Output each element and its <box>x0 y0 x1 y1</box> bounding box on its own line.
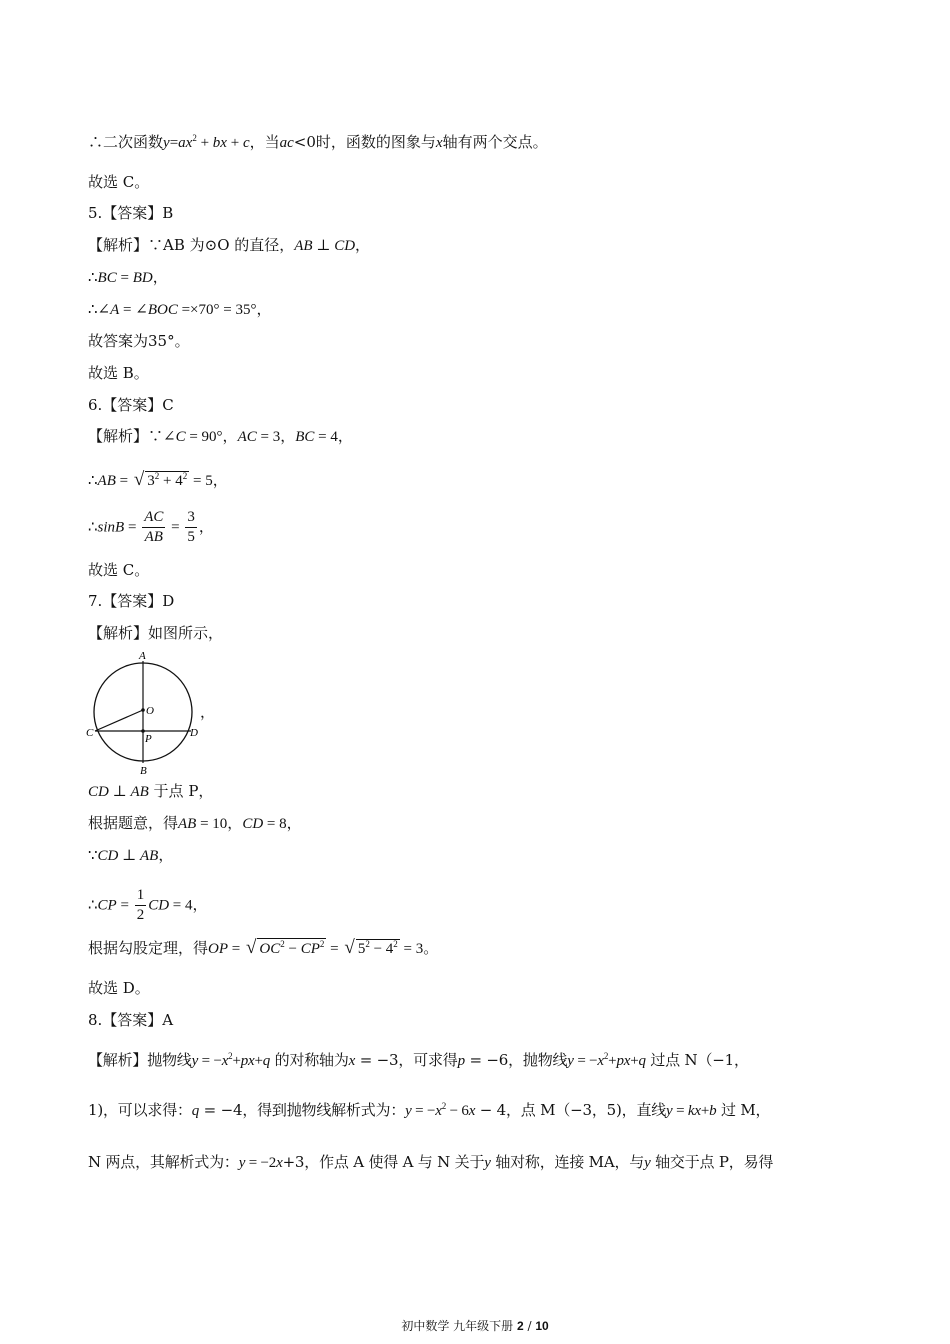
superscript: 2 <box>365 939 370 949</box>
math: q <box>262 1053 271 1069</box>
math: y <box>163 135 170 151</box>
text: ，当 <box>249 133 280 151</box>
text: <0时，函数的图象与 <box>293 133 436 151</box>
math: b <box>709 1103 717 1119</box>
circle-diagram <box>86 650 206 775</box>
text-line <box>88 1050 749 1071</box>
text: = −3，可求得 <box>355 1051 458 1069</box>
text: ⊥ <box>118 848 140 864</box>
page-total: 10 <box>535 1319 549 1333</box>
math: y <box>484 1155 491 1171</box>
math: bx <box>212 135 227 151</box>
text: + <box>630 1053 639 1069</box>
math: sinB <box>97 519 125 536</box>
segment-oc <box>95 710 143 731</box>
text: = <box>116 897 133 914</box>
text: − <box>284 941 301 957</box>
math: kx <box>687 1103 701 1119</box>
math: CD <box>242 816 264 832</box>
math: AB <box>140 848 159 864</box>
math: CD <box>88 784 109 800</box>
text: ⊥ <box>312 238 335 254</box>
text-line <box>88 508 214 547</box>
text: 的对称轴为 <box>270 1051 349 1069</box>
math: y <box>191 1053 199 1069</box>
math: BD <box>132 270 153 286</box>
math: y <box>567 1053 574 1069</box>
text: + <box>254 1053 263 1069</box>
radicand <box>145 471 189 491</box>
math: x <box>435 1103 442 1119</box>
math: CD <box>97 848 119 864</box>
label-c: C <box>86 727 94 739</box>
text: = −2 <box>245 1155 277 1171</box>
text-line: 故选 C。 <box>88 561 150 579</box>
text-line <box>88 470 228 491</box>
text: ∵ <box>88 846 98 864</box>
answer-heading: 6.【答案】C <box>88 396 174 414</box>
text-line: 【解析】如图所示， <box>88 624 224 642</box>
math: x <box>348 1053 356 1069</box>
text: ∴ <box>88 895 98 914</box>
math: p <box>457 1053 465 1069</box>
math: ac <box>279 135 294 151</box>
text: = <box>124 519 141 536</box>
superscript: 2 <box>192 133 197 143</box>
text-line <box>88 938 438 959</box>
denominator: 2 <box>136 907 145 923</box>
math: AB <box>97 473 116 489</box>
text-line: ， <box>200 703 216 721</box>
text: 过点 N（−1， <box>645 1051 749 1069</box>
text-line: 故选 C。 <box>88 173 150 191</box>
math: A <box>110 302 120 318</box>
text: = 90°， <box>185 429 238 445</box>
text: = − <box>573 1053 598 1069</box>
label-p: P <box>145 733 152 745</box>
text-line <box>88 426 353 447</box>
text: 【解析】∵∠ <box>88 427 176 445</box>
superscript: 2 <box>154 471 160 481</box>
text: 【解析】∵AB 为⊙O 的直径， <box>88 236 295 254</box>
radical-sign: √ <box>133 469 145 490</box>
text: ， <box>355 236 371 254</box>
math: x <box>435 135 443 151</box>
text-line <box>88 1100 770 1121</box>
label-d: D <box>190 727 198 739</box>
text: ∴二次函数 <box>88 133 164 151</box>
math: px <box>240 1053 255 1069</box>
label-b: B <box>140 765 147 775</box>
denominator: 5 <box>187 529 195 545</box>
page-number: 2 <box>516 1319 524 1333</box>
text: 5 <box>357 941 366 957</box>
text: 轴对称，连接 MA，与 <box>490 1153 645 1171</box>
radicand <box>356 939 400 959</box>
math: OC <box>259 941 281 957</box>
text-line <box>88 299 271 320</box>
text-line <box>88 886 208 925</box>
text: = −4，得到抛物线解析式为： <box>199 1101 406 1119</box>
text: = <box>326 941 343 957</box>
superscript: 2 <box>441 1101 447 1111</box>
text-line: 故选 D。 <box>88 979 150 997</box>
text: = <box>167 519 184 536</box>
answer-heading: 7.【答案】D <box>88 592 175 610</box>
fraction <box>135 886 147 925</box>
text-line: 故答案为35°。 <box>88 332 190 350</box>
text: = 4， <box>314 429 353 445</box>
text: − 4，点 M（−3，5)，直线 <box>475 1101 667 1119</box>
text: = <box>115 473 132 489</box>
text: = <box>116 270 133 286</box>
math: CP <box>97 897 117 914</box>
point-o <box>141 708 145 712</box>
text: = 8， <box>263 816 302 832</box>
math: CD <box>148 897 170 914</box>
math: x <box>221 1053 229 1069</box>
superscript: 2 <box>603 1051 609 1061</box>
numerator: 3 <box>185 508 197 528</box>
answer-heading: 5.【答案】B <box>88 204 174 222</box>
math: BC <box>97 270 117 286</box>
text: ⊥ <box>108 784 131 800</box>
text-line: 故选 B。 <box>88 364 149 382</box>
superscript: 2 <box>182 471 188 481</box>
math: CD <box>334 238 356 254</box>
text: ， <box>152 268 168 286</box>
text-line <box>88 781 213 802</box>
text: = 3， <box>256 429 296 445</box>
math: y <box>644 1155 651 1171</box>
text: + 4 <box>159 473 183 489</box>
text: =×70° = 35°， <box>177 302 272 318</box>
math: BOC <box>147 302 178 318</box>
text: + <box>226 135 243 151</box>
radicand <box>257 938 326 959</box>
text: ， <box>198 517 214 536</box>
math: px <box>616 1053 631 1069</box>
math: CP <box>300 941 320 957</box>
text: + <box>608 1053 617 1069</box>
text: = <box>228 941 244 957</box>
denominator: AB <box>144 529 163 545</box>
text: 根据勾股定理，得 <box>88 939 209 957</box>
math: x <box>597 1053 604 1069</box>
text: ， <box>158 846 174 864</box>
math: x <box>468 1103 476 1119</box>
text: 1)，可以求得： <box>88 1101 192 1119</box>
numerator: 1 <box>135 886 147 906</box>
text: 根据题意，得 <box>88 814 179 832</box>
math: OP <box>208 941 229 957</box>
text: = 5， <box>189 473 228 489</box>
math: AB <box>130 784 149 800</box>
text: + <box>700 1103 710 1119</box>
math: y <box>405 1103 412 1119</box>
text: ∴∠ <box>88 300 111 318</box>
text: ∴ <box>88 268 98 286</box>
radical-sign: √ <box>344 937 355 958</box>
text: + <box>196 135 213 151</box>
text: = −6，抛物线 <box>464 1051 568 1069</box>
math: C <box>175 429 186 445</box>
text: = 3。 <box>399 941 439 957</box>
text: = 4， <box>169 897 208 914</box>
text: = <box>672 1103 688 1119</box>
text-line <box>88 813 302 834</box>
answer-heading: 8.【答案】A <box>88 1011 174 1029</box>
label-a: A <box>139 650 146 662</box>
text: = − <box>198 1053 222 1069</box>
text: 【解析】抛物线 <box>88 1051 192 1069</box>
text: 轴交于点 P，易得 <box>650 1153 774 1171</box>
text: + <box>232 1053 241 1069</box>
text: − 6 <box>446 1103 469 1119</box>
fraction <box>142 508 165 547</box>
math: x <box>276 1155 283 1171</box>
label-o: O <box>146 705 154 717</box>
superscript: 2 <box>228 1051 233 1061</box>
math: AB <box>178 816 197 832</box>
text: 3 <box>147 473 155 489</box>
superscript: 2 <box>393 939 398 949</box>
page-separator: / <box>523 1319 536 1333</box>
text-line <box>88 235 370 256</box>
superscript: 2 <box>319 939 325 949</box>
superscript: 2 <box>280 939 285 949</box>
numerator: AC <box>142 508 165 528</box>
math: ax <box>178 135 193 151</box>
text: = − <box>411 1103 436 1119</box>
text: = <box>169 135 179 151</box>
math: AB <box>294 238 313 254</box>
text-line <box>88 1152 773 1173</box>
math: q <box>191 1103 200 1119</box>
math: q <box>638 1053 646 1069</box>
math: AC <box>237 429 257 445</box>
text: − 4 <box>369 941 394 957</box>
text: +3，作点 A 使得 A 与 N 关于 <box>282 1153 485 1171</box>
math: BC <box>295 429 315 445</box>
math: y <box>666 1103 673 1119</box>
text-line <box>88 845 173 866</box>
footer-subject: 初中数学 九年级下册 <box>401 1319 517 1333</box>
text-line <box>88 267 168 288</box>
math: c <box>242 135 250 151</box>
text: 过 M， <box>716 1101 771 1119</box>
text: = ∠ <box>119 302 148 318</box>
text-line <box>88 132 548 153</box>
page-footer <box>0 1318 950 1334</box>
math: y <box>238 1155 246 1171</box>
text: = 10， <box>196 816 243 832</box>
text: 于点 P， <box>148 782 214 800</box>
radical-sign: √ <box>245 937 257 958</box>
text: N 两点，其解析式为： <box>88 1153 239 1171</box>
text: ∴ <box>88 471 98 489</box>
text: 轴有两个交点。 <box>442 133 548 151</box>
fraction <box>185 508 197 547</box>
text: ∴ <box>88 517 98 536</box>
